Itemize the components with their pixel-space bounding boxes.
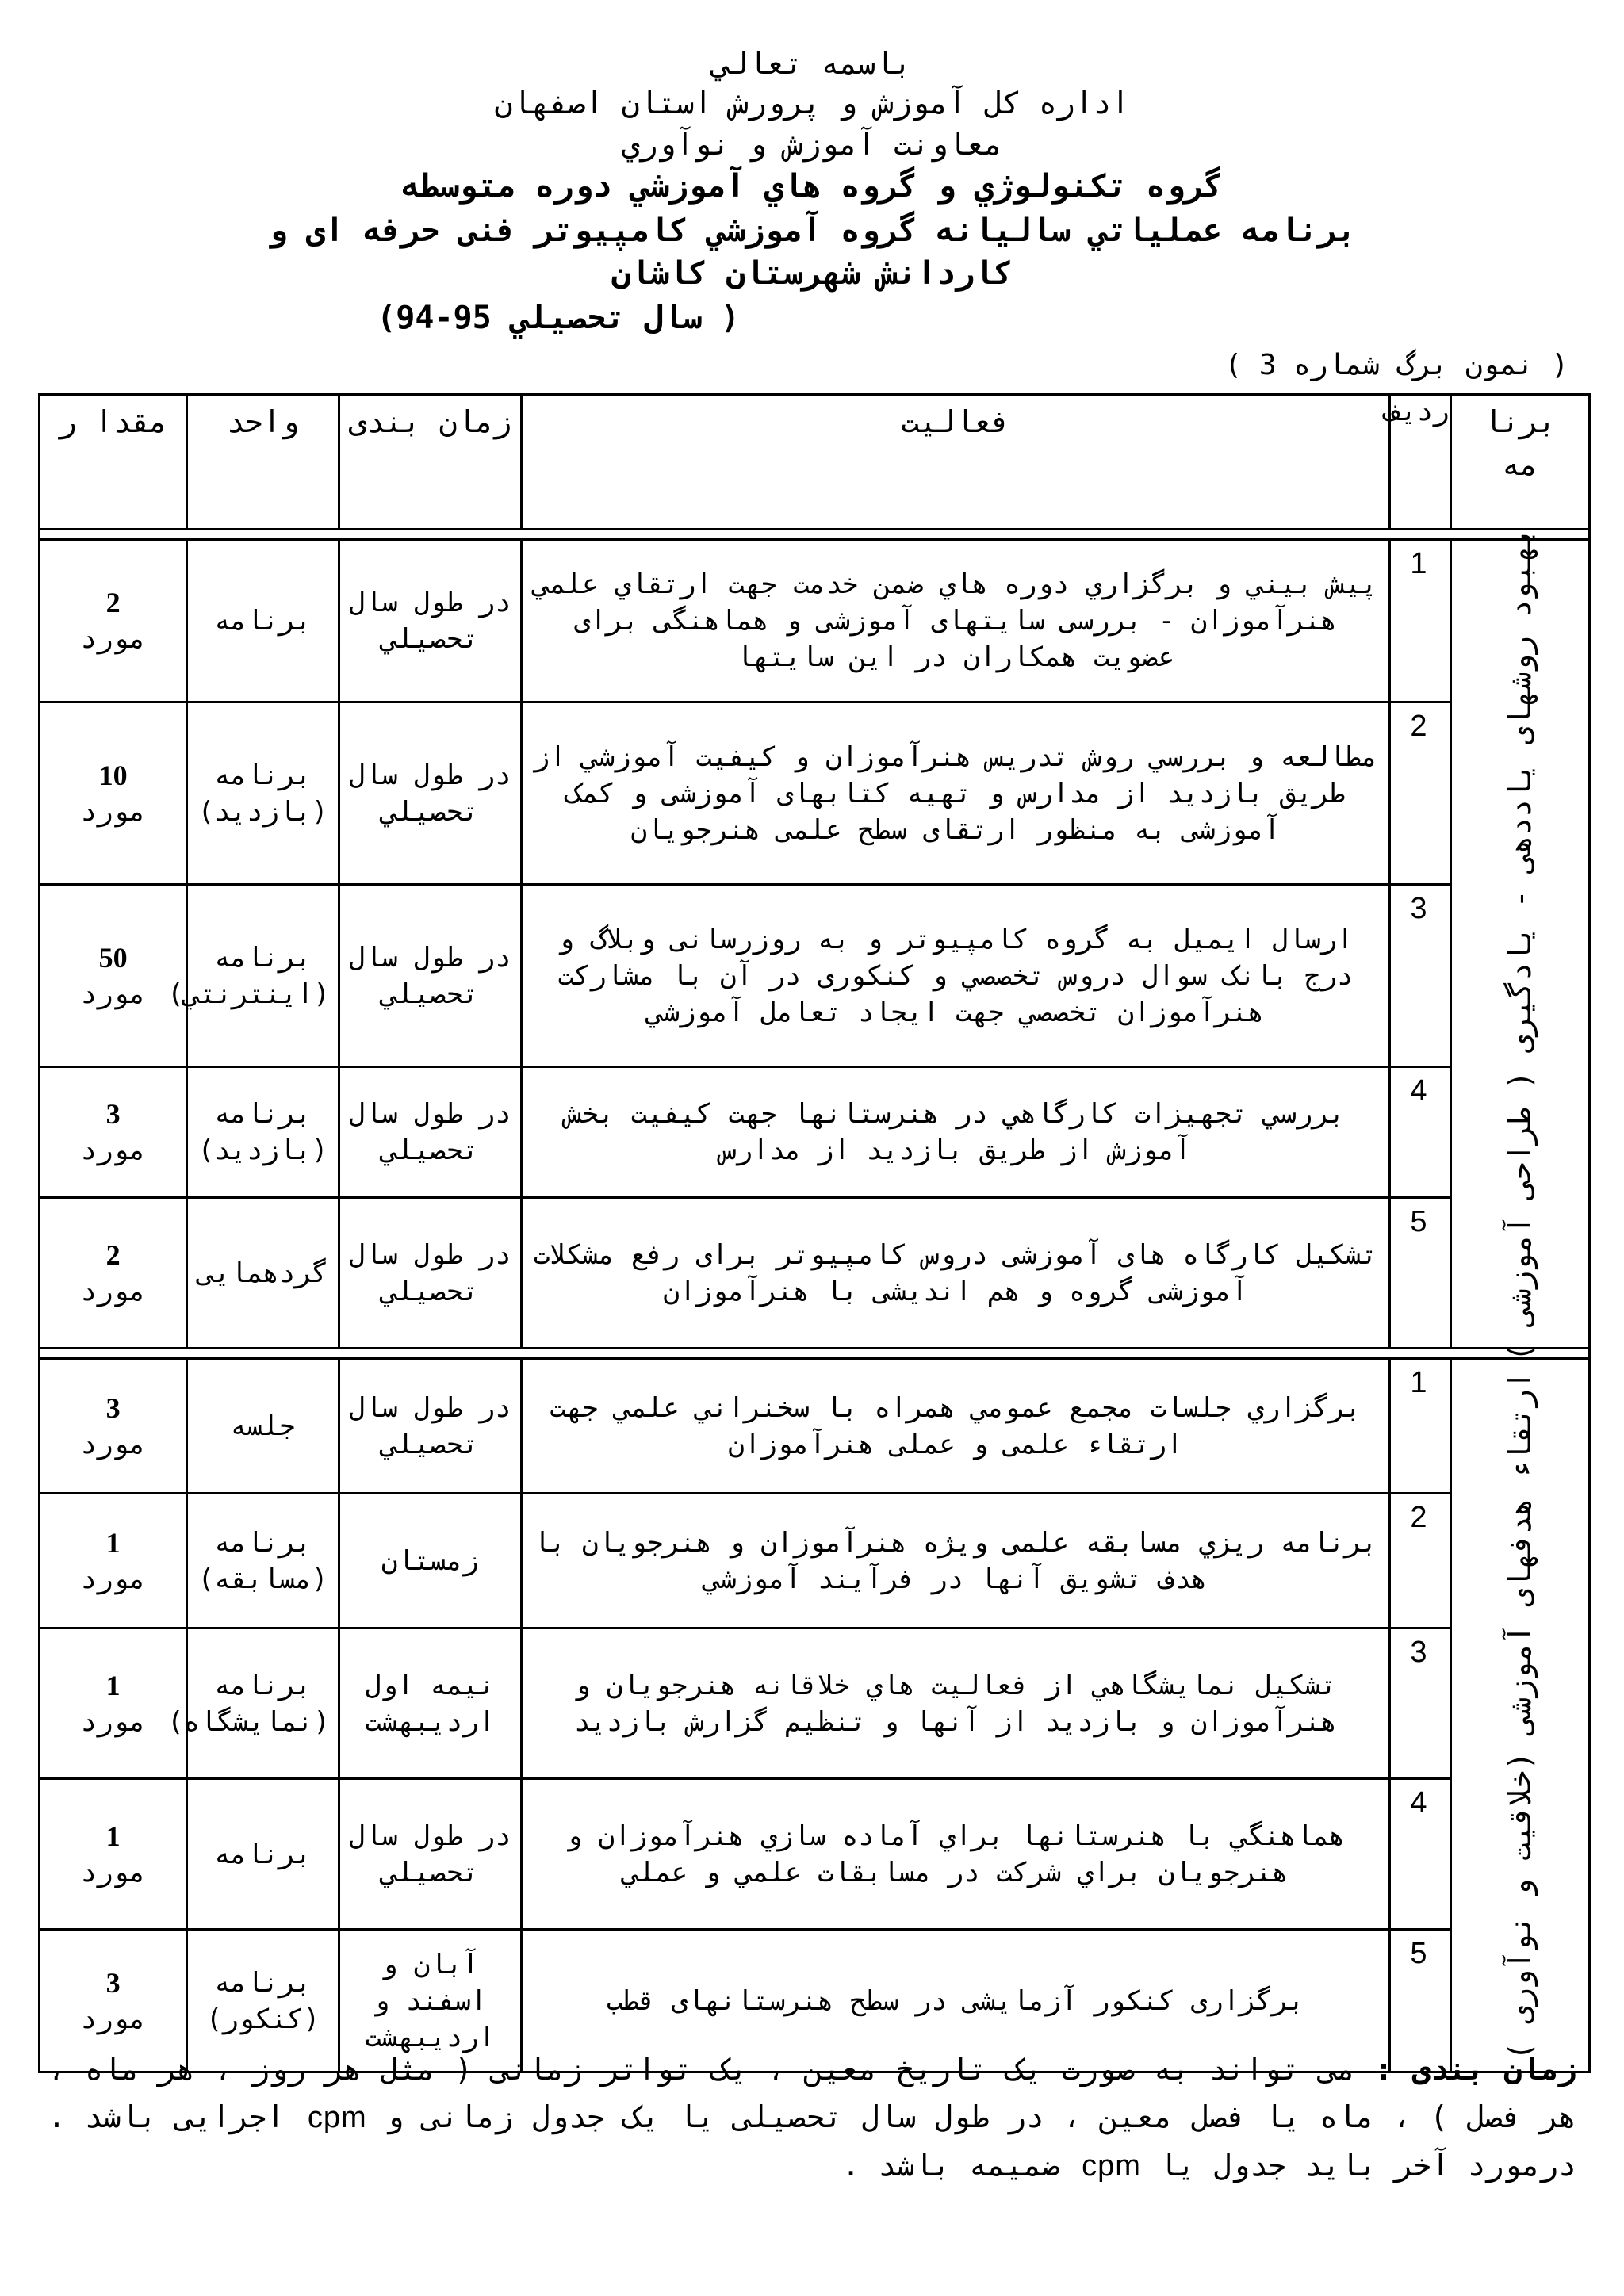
row-number: 4 — [1390, 1067, 1451, 1198]
row-number: 2 — [1390, 1494, 1451, 1628]
quantity-number: 1 — [105, 1669, 121, 1701]
table-row — [40, 1779, 1590, 1930]
unit-cell: برنامه (نمایشگاه) — [187, 1628, 339, 1779]
quantity-unit: مورد — [80, 623, 146, 655]
activity-cell: برگزاري جلسات مجمع عمومي همراه با سخنراني علمي جهت ارتقاء علمی و عملی هنرآموزان — [521, 1359, 1389, 1494]
table-row — [40, 1067, 1590, 1198]
activity-cell: مطالعه و بررسي روش تدريس هنرآموزان و كيفيت آموزشي از طريق بازديد از مدارس و تهیه کتابهای آموزشی و کمک آموزشی به منظور ارتقای سطح علمی هنرجویان — [521, 702, 1389, 885]
quantity-number: 2 — [105, 587, 121, 618]
quantity-cell — [40, 885, 187, 1067]
header-line-3: معاونت آموزش و نوآوري — [621, 127, 1003, 162]
row-number: 3 — [1390, 1628, 1451, 1779]
row-number: 5 — [1390, 1198, 1451, 1349]
quantity-number: 1 — [105, 1526, 121, 1559]
footer-cpm-2: cpm — [1082, 2149, 1141, 2183]
timing-cell: نیمه اول اردیبهشت — [339, 1628, 521, 1779]
quantity-number: 50 — [98, 941, 128, 974]
quantity-unit: مورد — [80, 1135, 146, 1166]
quantity-cell — [40, 1494, 187, 1628]
timing-cell: در طول سال تحصيلي — [339, 885, 521, 1067]
table-row — [40, 1359, 1590, 1494]
activity-cell: برگزاری کنکور آزمایشی در سطح هنرستانهای قطب — [521, 1930, 1389, 2072]
activity-cell: ارسال ایمیل به گروه کامپیوتر و به روزرسانی وبلاگ و درج بانک سوال دروس تخصصي و كنكوری در آن با مشاركت هنرآموزان تخصصي جهت ايجاد تعامل آموزشي — [521, 885, 1389, 1067]
unit-cell: برنامه — [187, 540, 339, 702]
timing-cell: زمستان — [339, 1494, 521, 1628]
quantity-cell — [40, 540, 187, 702]
activity-cell: هماهنگي با هنرستانها براي آماده سازي هنرآموزان و هنرجويان براي شركت در مسابقات علمي و عملي — [521, 1779, 1389, 1930]
quantity-unit: مورد — [80, 1428, 146, 1460]
program-category-label: بهبود روشهای یاددهی - یادگیری ( طراحی آموزشی ) — [1502, 526, 1538, 1361]
unit-cell: برنامه (کنکور) — [187, 1930, 339, 2072]
quantity-unit: مورد — [80, 978, 146, 1010]
header-activity: فعاليت — [521, 395, 1389, 530]
activity-cell: برنامه ريزي مسابقه علمی ويژه هنرآموزان و هنرجويان با هدف تشويق آنها در فرآيند آموزشي — [521, 1494, 1389, 1628]
timing-cell: در طول سال تحصيلي — [339, 1779, 521, 1930]
row-number: 3 — [1390, 885, 1451, 1067]
quantity-unit: مورد — [80, 1856, 146, 1888]
table-body — [40, 526, 1590, 2072]
header-line-6: کاردانش شهرستان كاشان — [611, 255, 1013, 292]
table-row — [40, 1494, 1590, 1628]
header-unit: واحد — [187, 395, 339, 530]
table-row — [40, 1198, 1590, 1349]
unit-cell: برنامه (بازديد) — [187, 1067, 339, 1198]
table-row — [40, 702, 1590, 885]
group-separator — [40, 1349, 1590, 1359]
footer-cpm-1: cpm — [307, 2101, 367, 2134]
timing-cell: در طول سال تحصيلي — [339, 1067, 521, 1198]
activity-cell: بررسي تجهيزات كارگاهي در هنرستانها جهت كيفيت بخش آموزش از طريق بازديد از مدارس — [521, 1067, 1389, 1198]
quantity-cell — [40, 702, 187, 885]
activity-cell: تشکیل کارگاه های آموزشی دروس کامپیوتر برای رفع مشكلات آموزشی گروه و هم انديشی با هنرآموزان — [521, 1198, 1389, 1349]
header-line-4: گروه تكنولوژي و گروه هاي آموزشي دوره متوسطه — [401, 168, 1223, 205]
quantity-unit: مورد — [80, 2003, 146, 2035]
quantity-number: 2 — [105, 1238, 121, 1271]
activity-cell: پيش بيني و برگزاري دوره هاي ضمن خدمت جهت ارتقاي علمي هنرآموزان - بررسی سایتهای آموزشی و هماهنگی برای عضویت همکاران در این سایتها — [521, 540, 1389, 702]
unit-cell: برنامه (مسابقه) — [187, 1494, 339, 1628]
unit-cell: جلسه — [187, 1359, 339, 1494]
header-line-2: اداره كل آموزش و پرورش استان اصفهان — [494, 86, 1130, 121]
timing-cell: در طول سال تحصيلي — [339, 1198, 521, 1349]
program-category-label: ارتقاء هدفهای آموزشی (خلاقیت و نوآوری ) — [1502, 1370, 1538, 2061]
table-row — [40, 540, 1590, 702]
form-number: ( نمون برگ شماره 3 ) — [1224, 349, 1568, 381]
header-row: رديف — [1390, 395, 1451, 530]
timing-cell: در طول سال تحصيلي — [339, 540, 521, 702]
quantity-cell — [40, 1359, 187, 1494]
row-number: 5 — [1390, 1930, 1451, 2072]
quantity-number: 1 — [105, 1820, 121, 1852]
row-number: 2 — [1390, 702, 1451, 885]
header-program: برنا مه — [1450, 395, 1589, 530]
header-quantity: مقدا ر — [40, 395, 187, 530]
footer-text-1: می تواند به صورت یک تاریخ معین ، یک تواتر زمانی ( مثل هر روز ، هر ماه ، هر فصل ) ، ماه یا فصل معین ، در طول سال تحصیلی یا یک جدول زمانی و — [48, 2052, 1576, 2134]
footer-note — [48, 2045, 1576, 2190]
row-number: 1 — [1390, 540, 1451, 702]
quantity-unit: مورد — [80, 1563, 146, 1595]
unit-cell: برنامه — [187, 1779, 339, 1930]
program-category — [1450, 1359, 1589, 2072]
quantity-number: 3 — [105, 1966, 121, 1999]
unit-cell: برنامه (بازديد) — [187, 702, 339, 885]
timing-cell: در طول سال تحصيلي — [339, 1359, 521, 1494]
unit-cell: گردهمایی — [187, 1198, 339, 1349]
header-line-5: برنامه عملياتي ساليانه گروه آموزشي کامپیوتر فنی حرفه ای و — [267, 212, 1357, 249]
timing-cell: در طول سال تحصيلي — [339, 702, 521, 885]
quantity-cell — [40, 1628, 187, 1779]
quantity-number: 3 — [105, 1391, 121, 1424]
footer-text-2: اجرایی باشد . درمورد آخر باید جدول یا — [48, 2099, 1576, 2183]
program-table — [38, 393, 1591, 2073]
footer-term: زمان بندی : — [1374, 2052, 1576, 2087]
quantity-unit: مورد — [80, 795, 146, 828]
table-separator — [40, 530, 1590, 540]
table-row — [40, 885, 1590, 1067]
quantity-cell — [40, 1198, 187, 1349]
footer-text-3: ضمیمه باشد . — [841, 2148, 1060, 2183]
table-row — [40, 1628, 1590, 1779]
quantity-unit: مورد — [80, 1705, 146, 1738]
row-number: 4 — [1390, 1779, 1451, 1930]
activity-cell: تشكيل نمايشگاهي از فعاليت هاي خلاقانه هنرجويان و هنرآموزان و بازدید از آنها و تنظیم گزارش بازدید — [521, 1628, 1389, 1779]
unit-cell: برنامه (اينترنتي) — [187, 885, 339, 1067]
header-timing: زمان بندی — [339, 395, 521, 530]
program-category — [1450, 526, 1589, 1361]
quantity-number: 10 — [98, 759, 128, 791]
header-line-7: ( سال تحصيلي 95-94) — [377, 300, 740, 336]
row-number: 1 — [1390, 1359, 1451, 1494]
quantity-number: 3 — [105, 1098, 121, 1130]
quantity-unit: مورد — [80, 1275, 146, 1307]
quantity-cell — [40, 1067, 187, 1198]
table-header-row — [40, 395, 1590, 530]
header-line-1: باسمه تعالي — [712, 46, 912, 81]
timing-cell: آبان و اسفند و اردیبهشت — [339, 1930, 521, 2072]
quantity-cell — [40, 1779, 187, 1930]
